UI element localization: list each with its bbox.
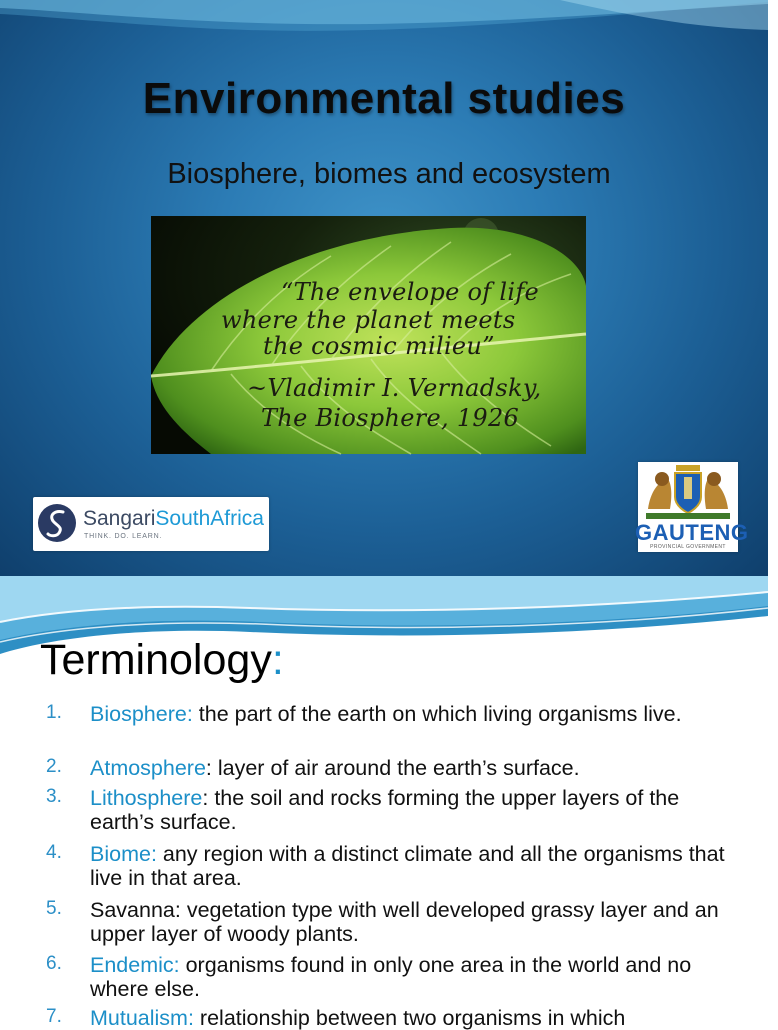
term-word: Mutualism: [90, 1006, 194, 1030]
slide-title: Environmental studies [142, 74, 626, 123]
quote-line-2: where the planet meets [221, 306, 516, 334]
list-item-text [90, 702, 740, 726]
sangari-name: Sangari [83, 507, 156, 530]
quote-line-1: “The envelope of life [281, 278, 540, 306]
sangari-s-logo-icon [35, 501, 79, 545]
quote-line-4: ~Vladimir I. Vernadsky, [247, 374, 542, 402]
terminology-slide [0, 576, 768, 1030]
term-definition: any region with a distinct climate and all the organisms that live in that area. [90, 842, 725, 890]
term-word: Biome: [90, 842, 157, 866]
list-item-number: 5. [46, 898, 62, 919]
list-item-number: 7. [46, 1006, 62, 1027]
top-wave-decoration [0, 0, 768, 60]
term-word: Biosphere: [90, 702, 193, 726]
term-word: Lithosphere [90, 786, 203, 810]
sangari-tagline: THINK. DO. LEARN. [84, 533, 163, 540]
leaf-quote-text [151, 216, 586, 454]
terminology-title-text: Terminology [40, 636, 272, 684]
terminology-title [40, 636, 284, 685]
terminology-title-colon: : [271, 636, 284, 684]
list-item-text [90, 786, 740, 834]
term-definition: organisms found in only one area in the world and no where else. [90, 953, 692, 1001]
list-item-number: 4. [46, 842, 62, 863]
list-item-text [90, 756, 740, 780]
term-word: Atmosphere [90, 756, 206, 780]
gauteng-wordmark: GAUTENG [635, 520, 749, 545]
term-word: Endemic: [90, 953, 180, 977]
term-definition: : the soil and rocks forming the upper layers of the earth’s surface. [90, 786, 680, 834]
quote-line-3: the cosmic milieu” [263, 332, 495, 360]
list-item-number: 1. [46, 702, 62, 723]
slide-subtitle: Biosphere, biomes and ecosystem [167, 158, 611, 190]
gauteng-logo [635, 462, 749, 552]
term-definition: : layer of air around the earth’s surface. [205, 756, 580, 780]
sangari-wordmark [83, 507, 264, 531]
term-definition: relationship between two organisms in which [193, 1006, 626, 1030]
term-definition: Savanna: vegetation type with well developed grassy layer and an upper layer of woody plants. [90, 898, 719, 946]
quote-line-5: The Biosphere, 1926 [261, 404, 520, 432]
list-item-number: 6. [46, 953, 62, 974]
sangari-logo [33, 497, 269, 551]
gauteng-subtitle: PROVINCIAL GOVERNMENT [650, 544, 726, 550]
list-item-number: 3. [46, 786, 62, 807]
list-item-text [90, 953, 740, 1001]
list-item-text [90, 1006, 740, 1030]
coat-of-arms-icon [642, 463, 734, 521]
leaf-quote-image [151, 216, 586, 454]
term-definition: the part of the earth on which living organisms live. [192, 702, 682, 726]
list-item-number: 2. [46, 756, 62, 777]
list-item-text [90, 898, 740, 946]
list-item-text [90, 842, 740, 890]
sangari-name-accent: SouthAfrica [155, 507, 264, 530]
